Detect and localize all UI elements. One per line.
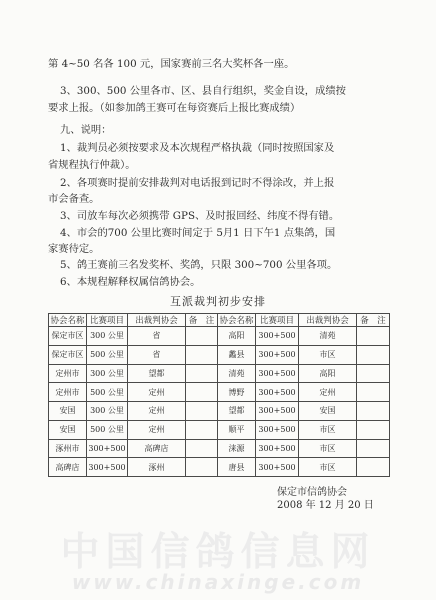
- table-header-cell: 协会名称: [49, 314, 87, 327]
- table-header-cell: 备 注: [357, 314, 390, 327]
- table-cell: 望都: [218, 402, 256, 421]
- table-cell: 定州: [299, 383, 357, 402]
- table-cell: 300+500: [256, 420, 299, 439]
- table-cell: [186, 420, 218, 439]
- referee-table: [48, 313, 390, 477]
- table-cell: 市区: [299, 439, 357, 458]
- table-title: 互派裁判初步安排: [170, 295, 266, 308]
- table-row: [49, 345, 390, 364]
- table-header-cell: 比赛项目: [256, 314, 299, 327]
- table-body: [49, 327, 390, 477]
- table-cell: 涿州: [128, 458, 186, 477]
- table-cell: 蠡县: [218, 345, 256, 364]
- body-line: 第 4~50 名各 100 元，国家赛前三名大奖杯各一座。: [48, 58, 295, 70]
- table-cell: 市区: [299, 345, 357, 364]
- table-cell: [186, 402, 218, 421]
- table-cell: [357, 345, 390, 364]
- table-cell: 300+500: [256, 345, 299, 364]
- table-cell: [357, 383, 390, 402]
- table-cell: 清苑: [299, 327, 357, 346]
- table-cell: [186, 458, 218, 477]
- table-header-cell: 出裁判协会: [128, 314, 186, 327]
- watermark-cn: 中国信鸽信息网: [60, 530, 376, 575]
- table-cell: 500 公里: [87, 420, 128, 439]
- table-cell: 300+500: [256, 458, 299, 477]
- table-cell: 300 公里: [87, 364, 128, 383]
- table-cell: 保定市区: [49, 345, 87, 364]
- table-row: [49, 402, 390, 421]
- table-cell: 500 公里: [87, 345, 128, 364]
- table-cell: 高碑店: [128, 439, 186, 458]
- table-cell: [357, 327, 390, 346]
- table-cell: [186, 345, 218, 364]
- table-row: [49, 439, 390, 458]
- body-line: 市会备查。: [48, 193, 100, 205]
- table-cell: 500 公里: [87, 383, 128, 402]
- table-cell: 定州市: [49, 383, 87, 402]
- table-cell: 安国: [49, 402, 87, 421]
- table-row: [49, 327, 390, 346]
- table-header-row: [49, 314, 390, 327]
- table-cell: [186, 383, 218, 402]
- table-row: [49, 420, 390, 439]
- table-header-cell: 出裁判协会: [299, 314, 357, 327]
- table-cell: 高阳: [299, 364, 357, 383]
- table-cell: 高阳: [218, 327, 256, 346]
- table-header-cell: 比赛项目: [87, 314, 128, 327]
- table-cell: 望都: [128, 364, 186, 383]
- table-cell: 300+500: [256, 402, 299, 421]
- body-line: 6、本规程解释权属信鸽协会。: [60, 276, 201, 288]
- signature-org: 保定市信鸽协会: [277, 487, 347, 498]
- signature-date: 2008 年 12 月 20 日: [277, 500, 374, 511]
- table-cell: 安国: [49, 420, 87, 439]
- table-cell: 涿州市: [49, 439, 87, 458]
- table-cell: [357, 402, 390, 421]
- table-cell: 唐县: [218, 458, 256, 477]
- table-cell: [357, 439, 390, 458]
- table-cell: 定州: [128, 402, 186, 421]
- table-cell: 省: [128, 345, 186, 364]
- table-cell: [186, 364, 218, 383]
- table-cell: 300+500: [256, 364, 299, 383]
- table-cell: 保定市区: [49, 327, 87, 346]
- body-line: 3、司放车每次必须携带 GPS、及时报回经、纬度不得有错。: [60, 210, 340, 222]
- table-header-cell: 协会名称: [218, 314, 256, 327]
- body-line: 1、裁判员必须按要求及本次规程严格执裁（同时按照国家及: [60, 142, 335, 154]
- body-line: 3、300、500 公里各市、区、县自行组织，奖金自设，成绩按: [60, 85, 346, 97]
- table-cell: 市区: [299, 420, 357, 439]
- table-row: [49, 383, 390, 402]
- table-cell: 清苑: [218, 364, 256, 383]
- table-cell: 安国: [299, 402, 357, 421]
- table-cell: 顺平: [218, 420, 256, 439]
- table-cell: [357, 458, 390, 477]
- table-cell: [357, 420, 390, 439]
- body-line: 九、说明：: [60, 124, 112, 136]
- body-line: 5、鸽王赛前三名发奖杯、奖鸽，只限 300~700 公里各项。: [60, 259, 338, 271]
- table-cell: 300 公里: [87, 327, 128, 346]
- body-line: 4、市会的700 公里比赛时间定于 5月1 日下午1 点集鸽，国: [60, 227, 336, 239]
- body-line: 2、各项赛时提前安排裁判对电话报到记时不得涂改，并上报: [60, 177, 335, 189]
- watermark-url: www.chinaxinge.com: [71, 570, 365, 594]
- table-cell: 300+500: [256, 383, 299, 402]
- table-cell: 300+500: [87, 458, 128, 477]
- table-cell: [186, 327, 218, 346]
- table-cell: [357, 364, 390, 383]
- table-cell: 定州: [128, 420, 186, 439]
- table-cell: 市区: [299, 458, 357, 477]
- table-cell: 300+500: [256, 439, 299, 458]
- table-cell: 省: [128, 327, 186, 346]
- table-cell: 300+500: [87, 439, 128, 458]
- table-cell: 300 公里: [87, 402, 128, 421]
- body-line: 要求上报。（如参加鸽王赛可在每资赛后上报比赛成绩）: [48, 102, 301, 114]
- table-cell: 300+500: [256, 327, 299, 346]
- table-cell: 高碑店: [49, 458, 87, 477]
- table-cell: 定州市: [49, 364, 87, 383]
- table-cell: 涞源: [218, 439, 256, 458]
- table-row: [49, 458, 390, 477]
- table-cell: 定州: [128, 383, 186, 402]
- table-header-cell: 备 注: [186, 314, 218, 327]
- table-row: [49, 364, 390, 383]
- body-line: 省规程执行仲裁）。: [48, 159, 136, 171]
- table-cell: [186, 439, 218, 458]
- body-line: 家赛待定。: [48, 243, 100, 255]
- table-cell: 博野: [218, 383, 256, 402]
